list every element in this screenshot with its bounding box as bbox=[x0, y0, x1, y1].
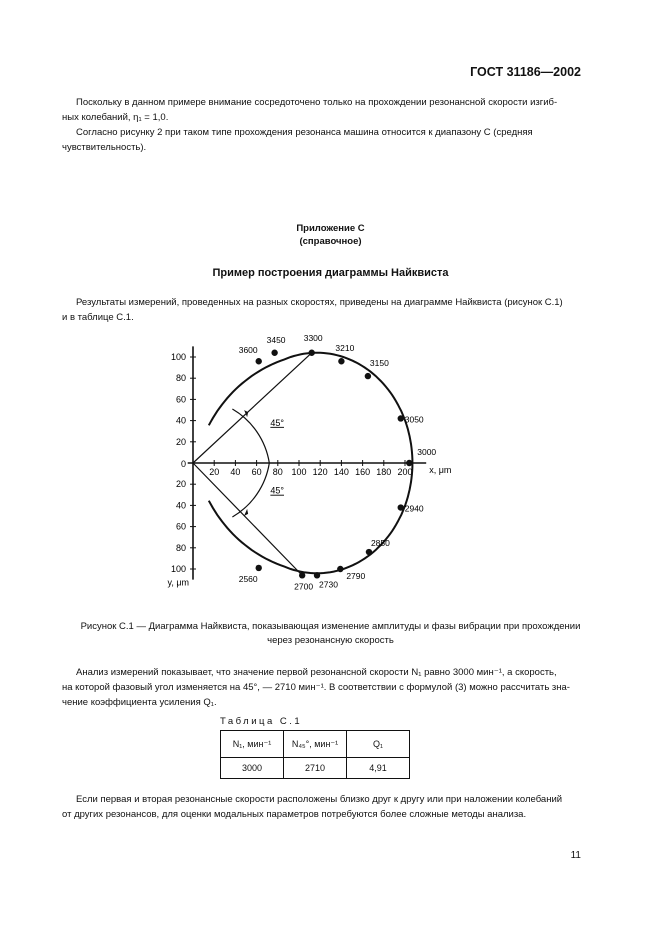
phase-line-upper bbox=[193, 353, 312, 463]
table-row bbox=[221, 758, 410, 779]
analysis-paragraph bbox=[62, 665, 580, 710]
section-p-line1: Результаты измерений, проведенных на разных скоростях, приведены на диаграмме Найквиста (рисунок С.1) bbox=[76, 297, 563, 308]
angle-label-upper: 45° bbox=[270, 417, 285, 428]
y-tick-label: 60 bbox=[175, 521, 186, 532]
analysis-line3: чение коэффициента усиления Q₁. bbox=[62, 697, 217, 708]
y-tick-label: 80 bbox=[175, 373, 186, 384]
x-tick-label: 120 bbox=[312, 467, 328, 477]
data-point-2940 bbox=[398, 504, 404, 510]
section-p-line2: и в таблице С.1. bbox=[62, 312, 134, 323]
x-tick-label: 20 bbox=[209, 467, 220, 477]
data-point-label: 3300 bbox=[303, 332, 323, 343]
intro-p2-line1: Согласно рисунку 2 при таком типе прохождения резонанса машина относится к диапазону С (средняя bbox=[76, 127, 533, 138]
y-tick-label: 20 bbox=[175, 479, 186, 490]
figure-caption-line2: через резонансную скорость bbox=[267, 635, 394, 646]
closing-line1: Если первая и вторая резонансные скорости расположены близко друг к другу или при наложении колебаний bbox=[76, 794, 563, 805]
angle-arrow-upper bbox=[244, 410, 248, 417]
intro-p2-line2: чувствительность). bbox=[62, 142, 147, 153]
intro-p1-line1: Поскольку в данном примере внимание сосредоточено только на прохождении резонансной скорости изгиб- bbox=[76, 97, 558, 108]
y-tick-label: 40 bbox=[175, 415, 186, 426]
data-point-3600 bbox=[256, 358, 262, 364]
data-point-label: 2560 bbox=[238, 573, 258, 584]
section-title: Пример построения диаграммы Найквиста bbox=[212, 267, 449, 279]
data-point-label: 2940 bbox=[404, 503, 424, 514]
data-point-label: 3050 bbox=[404, 414, 424, 425]
y-tick-label: 80 bbox=[175, 542, 186, 553]
data-point-2790 bbox=[337, 566, 343, 572]
table-header-cell: N₁, мин⁻¹ bbox=[221, 731, 284, 758]
data-point-2700 bbox=[299, 572, 305, 578]
closing-line2: от других резонансов, для оценки модальных параметров потребуются более сложные методы анализа. bbox=[62, 809, 527, 820]
data-point-label: 3150 bbox=[369, 358, 389, 369]
results-table bbox=[220, 730, 410, 779]
data-point-3000 bbox=[406, 460, 412, 466]
annex-subtitle: (справочное) bbox=[299, 236, 362, 247]
x-tick-label: 60 bbox=[251, 467, 262, 477]
data-point-2850 bbox=[366, 549, 372, 555]
table-cell: 3000 bbox=[221, 758, 284, 779]
angle-arc-upper bbox=[232, 409, 269, 463]
angle-arrow-lower bbox=[244, 509, 248, 516]
x-tick-label: 160 bbox=[355, 467, 371, 477]
y-tick-label: 100 bbox=[170, 352, 186, 362]
figure-caption bbox=[0, 620, 661, 648]
data-point-label: 2850 bbox=[370, 538, 390, 549]
data-point-3450 bbox=[271, 350, 277, 356]
table-header-cell: N₄₅°, мин⁻¹ bbox=[284, 731, 347, 758]
data-point-3150 bbox=[365, 373, 371, 379]
analysis-line1: Анализ измерений показывает, что значение первой резонансной скорости N₁ равно 3000 мин⁻¹, а скорость, bbox=[76, 667, 557, 678]
closing-paragraph bbox=[62, 792, 580, 822]
table-header-cell: Q₁ bbox=[347, 731, 410, 758]
y-tick-label: 20 bbox=[175, 436, 186, 447]
data-point-label: 3450 bbox=[266, 334, 286, 345]
data-point-2730 bbox=[314, 572, 320, 578]
data-point-3210 bbox=[338, 358, 344, 364]
data-point-3050 bbox=[398, 415, 404, 421]
x-axis-label: x, μm bbox=[429, 465, 452, 475]
data-point-label: 2790 bbox=[346, 571, 366, 581]
x-tick-label: 180 bbox=[376, 467, 392, 477]
intro-p1-line2: ных колебаний, η₁ = 1,0. bbox=[62, 112, 169, 123]
standard-code: ГОСТ 31186—2002 bbox=[470, 65, 581, 79]
data-point-label: 3210 bbox=[335, 343, 355, 354]
x-tick-label: 200 bbox=[397, 467, 413, 477]
figure-caption-line1: Рисунок С.1 — Диаграмма Найквиста, показывающая изменение амплитуды и фазы вибрации при прохождении bbox=[80, 621, 581, 632]
y-tick-label: 40 bbox=[175, 500, 186, 511]
x-tick-label: 40 bbox=[230, 467, 241, 477]
table-header-row bbox=[221, 731, 410, 758]
axes bbox=[167, 346, 452, 590]
table-cell: 4,91 bbox=[347, 758, 410, 779]
x-tick-label: 100 bbox=[291, 467, 307, 477]
phase-line-lower bbox=[193, 463, 302, 575]
data-point-label: 2700 bbox=[294, 581, 314, 592]
origin-label: 0 bbox=[180, 459, 186, 469]
data-point-label: 3600 bbox=[238, 345, 258, 356]
data-point-label: 3000 bbox=[417, 447, 437, 457]
x-tick-label: 80 bbox=[272, 467, 283, 477]
y-axis-label: y, μm bbox=[167, 577, 189, 588]
data-point-3300 bbox=[309, 350, 315, 356]
data-point-label: 2730 bbox=[319, 579, 338, 590]
angle-label-lower: 45° bbox=[270, 485, 285, 496]
y-tick-label: 60 bbox=[175, 394, 186, 405]
x-tick-label: 140 bbox=[333, 467, 349, 477]
analysis-line2: на которой фазовый угол изменяется на 45°, — 2710 мин⁻¹. В соответствии с формулой (3) можно рассчитать зна- bbox=[62, 682, 570, 693]
data-points bbox=[239, 333, 437, 592]
data-point-2560 bbox=[256, 565, 262, 571]
y-tick-label: 100 bbox=[170, 564, 186, 574]
annex-title: Приложение С bbox=[296, 223, 365, 234]
table-label: Таблица С.1 bbox=[220, 716, 303, 727]
page-number: 11 bbox=[570, 850, 581, 861]
table-cell: 2710 bbox=[284, 758, 347, 779]
